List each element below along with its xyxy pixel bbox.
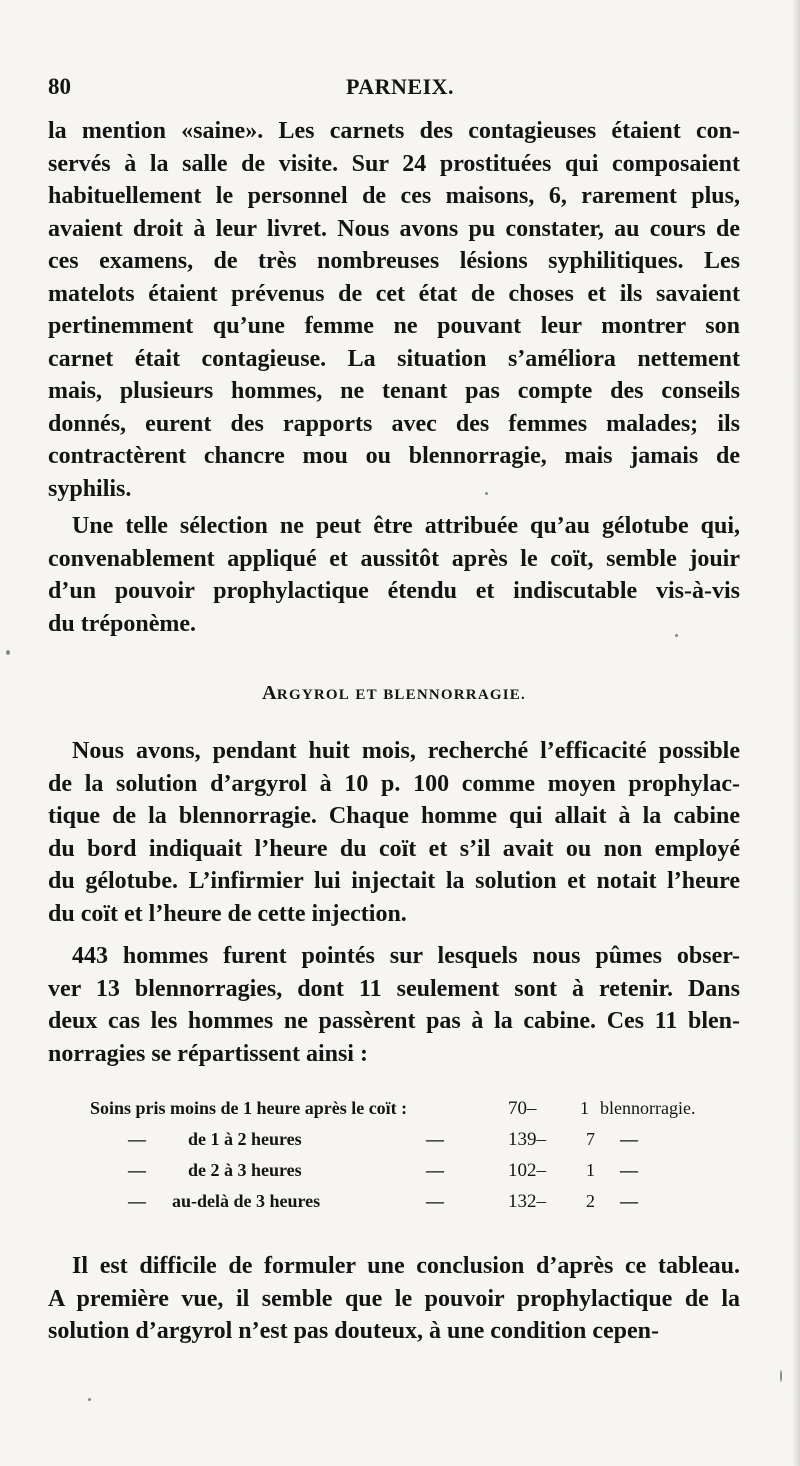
- page-header: [48, 74, 752, 104]
- table-row-dash: —: [426, 1191, 444, 1211]
- text-line: Il est difficile de formuler une conclusion d’après ce tableau.: [72, 1253, 740, 1279]
- table-row-unit: blennorragie.: [600, 1098, 696, 1118]
- table-row-cases: 1: [580, 1098, 589, 1118]
- text-line: ver 13 blennorragies, dont 11 seulement sont à retenir. Dans: [48, 975, 740, 1002]
- text-line: deux cas les hommes ne passèrent pas à la cabine. Ces 11 blen-: [48, 1008, 740, 1034]
- table-row-label: au-delà de 3 heures: [172, 1191, 321, 1211]
- text-line: de la solution d’argyrol à 10 p. 100 comme moyen prophylac-: [48, 770, 740, 797]
- table-row-cases: 7: [586, 1129, 595, 1149]
- text-line: Une telle sélection ne peut être attribuée qu’au gélotube qui,: [72, 513, 740, 539]
- paragraph-2: [48, 510, 740, 640]
- text-line: ces examens, de très nombreuses lésions syphilitiques. Les: [48, 248, 740, 274]
- page-edge-shadow: [792, 0, 800, 1466]
- table-row-count: 102–: [508, 1160, 546, 1181]
- text-line: avaient droit à leur livret. Nous avons pu constater, au cours de: [48, 215, 740, 242]
- table-row-dash: —: [426, 1160, 444, 1180]
- paragraph-5: [48, 1250, 740, 1348]
- table-row-label: de 2 à 3 heures: [188, 1160, 302, 1180]
- text-line: du tréponème.: [48, 610, 196, 637]
- page-number: 80: [48, 74, 71, 99]
- table-row-unit: —: [620, 1191, 638, 1211]
- table-row: [90, 1129, 720, 1160]
- paragraph-1: [48, 115, 740, 505]
- text-line: la mention «saine». Les carnets des contagieuses étaient con-: [48, 118, 740, 144]
- table-row-prefix: —: [128, 1160, 146, 1180]
- heading-connector: ET: [355, 687, 378, 703]
- running-title: PARNEIX.: [345, 74, 455, 99]
- text-line: tique de la blennorragie. Chaque homme qui allait à la cabine: [48, 803, 740, 829]
- table-row-count: 132–: [508, 1191, 546, 1212]
- table-row-unit: —: [620, 1160, 638, 1180]
- text-line: du gélotube. L’infirmier lui injectait la solution et notait l’heure: [48, 868, 740, 894]
- table-row-label: Soins pris moins de 1 heure après le coït :: [90, 1098, 408, 1118]
- table-row-prefix: —: [128, 1129, 146, 1149]
- table-row: [90, 1098, 720, 1129]
- heading-word-2: BLENNORRAGIE.: [383, 687, 526, 703]
- table-row-cases: 1: [586, 1160, 595, 1180]
- text-line: solution d’argyrol n’est pas douteux, à une condition cepen-: [48, 1318, 659, 1344]
- table-row: [90, 1191, 720, 1222]
- text-line: convenablement appliqué et aussitôt après le coït, semble jouir: [48, 545, 740, 572]
- text-line: syphilis.: [48, 475, 132, 502]
- heading-word-1: RGYROL: [276, 687, 350, 703]
- text-line: contractèrent chancre mou ou blennorragie, mais jamais de: [48, 443, 740, 469]
- text-line: A première vue, il semble que le pouvoir prophylactique de la: [48, 1285, 740, 1312]
- table-row-dash: —: [426, 1129, 444, 1149]
- section-heading: [48, 682, 740, 705]
- paragraph-3: [48, 735, 740, 930]
- results-table: [90, 1098, 720, 1222]
- table-row-label: de 1 à 2 heures: [188, 1129, 302, 1149]
- text-line: Nous avons, pendant huit mois, recherché l’efficacité possible: [72, 738, 740, 764]
- table-row: [90, 1160, 720, 1191]
- text-line: du coït et l’heure de cette injection.: [48, 900, 407, 927]
- text-line: mais, plusieurs hommes, ne tenant pas compte des conseils: [48, 378, 740, 404]
- text-line: habituellement le personnel de ces maisons, 6, rarement plus,: [48, 183, 740, 209]
- paragraph-4: [48, 940, 740, 1070]
- text-line: matelots étaient prévenus de cet état de choses et ils savaient: [48, 280, 740, 307]
- text-line: carnet était contagieuse. La situation s’améliora nettement: [48, 345, 740, 372]
- text-line: norragies se répartissent ainsi :: [48, 1040, 368, 1067]
- table-row-cases: 2: [586, 1191, 595, 1211]
- table-row-prefix: —: [128, 1191, 146, 1211]
- table-row-count: 139–: [508, 1129, 546, 1150]
- text-line: servés à la salle de visite. Sur 24 prostituées qui composaient: [48, 150, 740, 177]
- text-line: du bord indiquait l’heure du coït et s’il avait ou non employé: [48, 835, 740, 862]
- table-row-count: 70–: [508, 1098, 537, 1119]
- text-line: donnés, eurent des rapports avec des femmes malades; ils: [48, 410, 740, 437]
- text-line: 443 hommes furent pointés sur lesquels nous pûmes obser-: [72, 943, 740, 969]
- table-row-unit: —: [620, 1129, 638, 1149]
- text-line: pertinemment qu’une femme ne pouvant leur montrer son: [48, 313, 740, 339]
- heading-initial: A: [262, 682, 277, 704]
- text-line: d’un pouvoir prophylactique étendu et indiscutable vis-à-vis: [48, 578, 740, 604]
